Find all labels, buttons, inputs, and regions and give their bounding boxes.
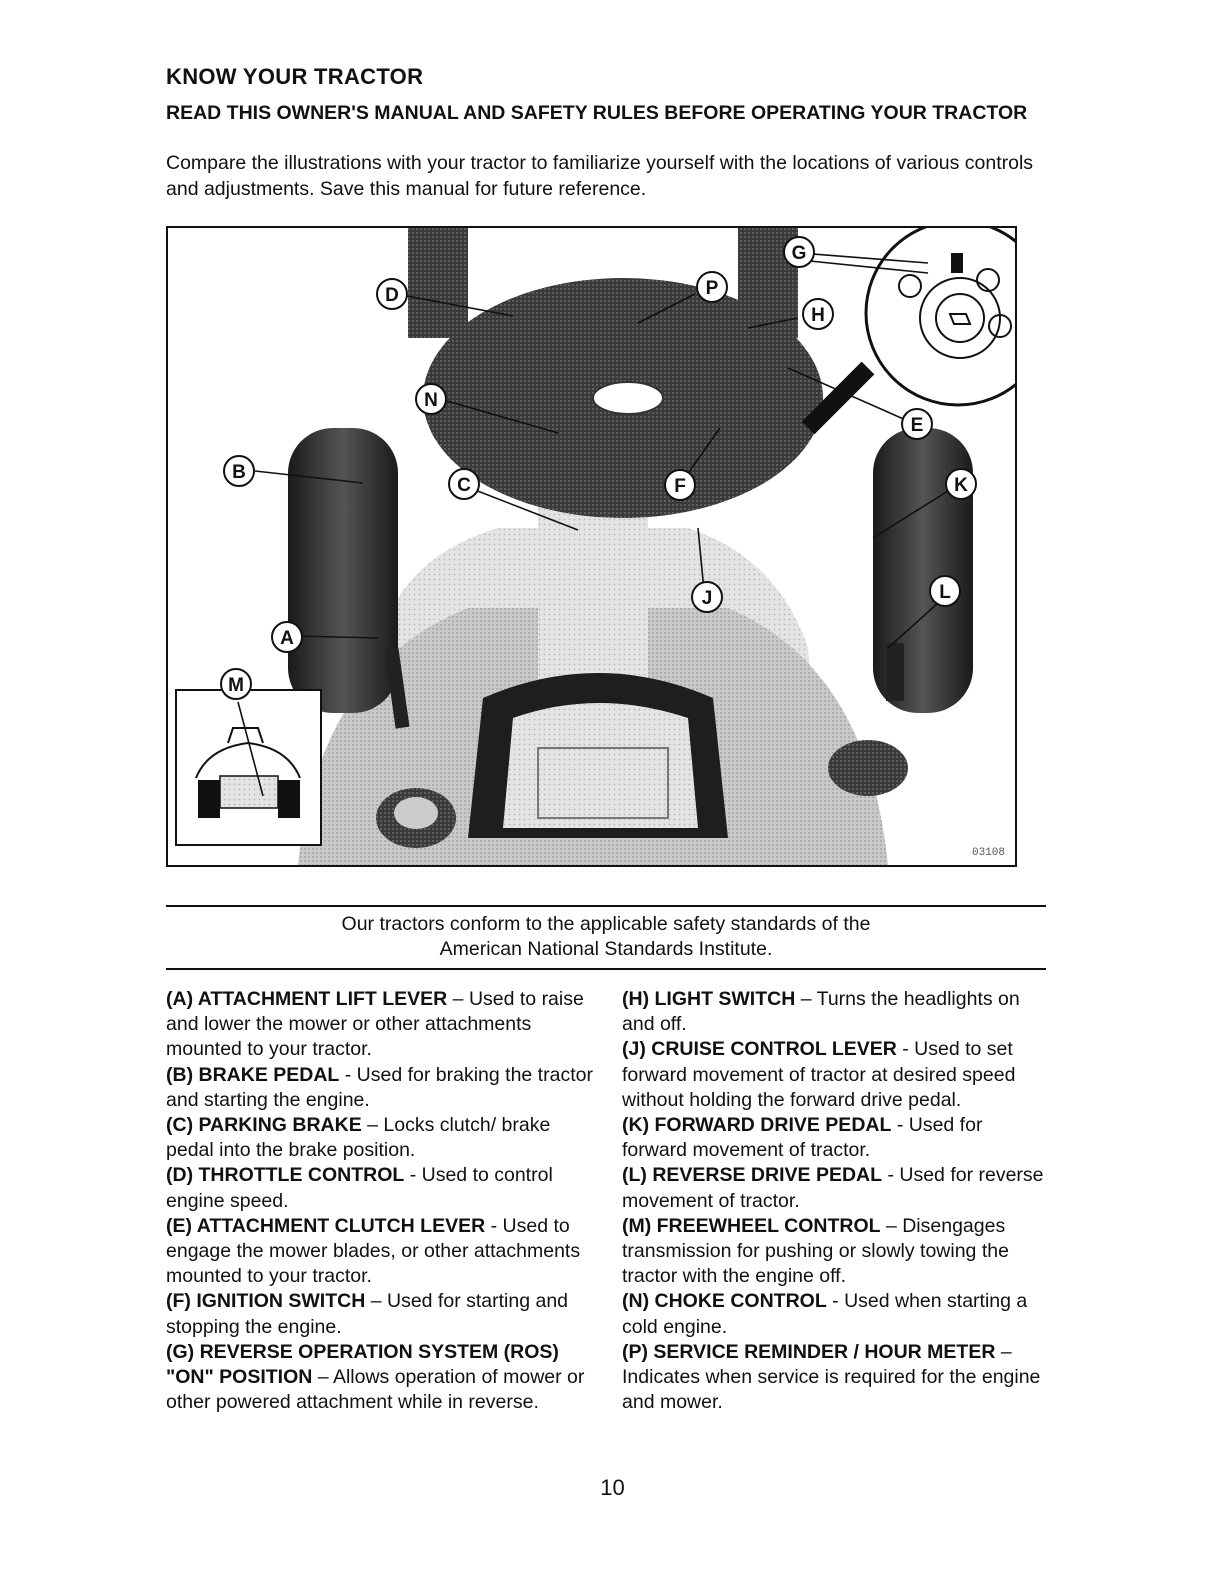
- control-desc: – Locks clutch/ brake pedal into the brake position.: [166, 1114, 551, 1162]
- control-desc: - Used for braking the tractor and starting the engine.: [166, 1063, 593, 1111]
- control-desc: – Allows operation of mower or other powered attachment while in reverse.: [166, 1366, 585, 1414]
- controls-list-left: [166, 987, 596, 1415]
- callout-D: D: [385, 285, 399, 306]
- control-desc: – Used to raise and lower the mower or other attachments mounted to your tractor.: [166, 988, 584, 1061]
- control-item-g: [166, 1340, 596, 1416]
- standards-line-2: American National Standards Institute.: [439, 938, 773, 960]
- callout-M: M: [228, 675, 244, 696]
- control-term: (A) ATTACHMENT LIFT LEVER: [166, 988, 448, 1010]
- callout-L: L: [939, 582, 951, 603]
- control-term: (G) REVERSE OPERATION SYSTEM (ROS) "ON" POSITION: [166, 1340, 559, 1389]
- control-item-c: [166, 1113, 596, 1163]
- controls-list-right: [622, 987, 1052, 1415]
- control-term: (D) THROTTLE CONTROL: [166, 1164, 405, 1187]
- control-item-b: [166, 1063, 596, 1113]
- page-number: 10: [600, 1475, 625, 1500]
- control-item-d: [166, 1163, 596, 1213]
- control-desc: - Used to control engine speed.: [166, 1164, 553, 1212]
- callout-G: G: [791, 243, 807, 264]
- control-item-a: [166, 987, 596, 1063]
- control-desc: - Used when starting a cold engine.: [622, 1290, 1028, 1338]
- callout-A: A: [280, 628, 294, 649]
- control-term: (M) FREEWHEEL CONTROL: [622, 1214, 881, 1237]
- control-item-p: [622, 1340, 1052, 1416]
- safety-subheading: READ THIS OWNER'S MANUAL AND SAFETY RULES BEFORE OPERATING YOUR TRACTOR: [166, 102, 1028, 124]
- control-term: (E) ATTACHMENT CLUTCH LEVER: [166, 1214, 486, 1237]
- divider-bottom: [166, 968, 1046, 970]
- control-desc: - Used to engage the mower blades, or other attachments mounted to your tractor.: [166, 1214, 581, 1288]
- tractor-illustration: [168, 228, 1015, 865]
- control-item-j: [622, 1037, 1052, 1113]
- intro-paragraph: Compare the illustrations with your tractor to familiarize yourself with the locations of various controls and adjustments. Save this manual for future reference.: [166, 152, 1034, 200]
- figure-code: 03108: [971, 847, 1005, 859]
- callout-J: J: [701, 588, 713, 609]
- control-desc: – Indicates when service is required for the engine and mower.: [622, 1340, 1041, 1414]
- control-desc: – Disengages transmission for pushing or slowly towing the tractor with the engine off.: [622, 1214, 1009, 1288]
- control-term: (N) CHOKE CONTROL: [622, 1290, 827, 1313]
- control-term: (K) FORWARD DRIVE PEDAL: [622, 1114, 892, 1137]
- control-item-h: [622, 987, 1052, 1037]
- control-item-e: [166, 1214, 596, 1290]
- control-term: (B) BRAKE PEDAL: [166, 1063, 340, 1086]
- control-item-n: [622, 1289, 1052, 1339]
- control-desc: – Turns the headlights on and off.: [622, 988, 1020, 1036]
- control-desc: - Used for forward movement of tractor.: [622, 1114, 983, 1162]
- tractor-controls-figure: [166, 226, 1017, 867]
- callout-B: B: [232, 462, 246, 483]
- control-desc: - Used to set forward movement of tractor at desired speed without holding the forward drive pedal.: [622, 1038, 1016, 1111]
- callout-H: H: [811, 305, 825, 326]
- control-term: (P) SERVICE REMINDER / HOUR METER: [622, 1340, 996, 1363]
- callout-C: C: [457, 475, 471, 496]
- control-term: (C) PARKING BRAKE: [166, 1114, 362, 1137]
- control-desc: - Used for reverse movement of tractor.: [622, 1164, 1044, 1212]
- standards-line-1: Our tractors conform to the applicable safety standards of the: [341, 913, 871, 935]
- callout-F: F: [674, 476, 686, 497]
- standards-note: [166, 912, 1046, 962]
- control-desc: – Used for starting and stopping the engine.: [166, 1290, 569, 1338]
- callout-P: P: [705, 278, 719, 299]
- control-item-m: [622, 1214, 1052, 1290]
- control-term: (J) CRUISE CONTROL LEVER: [622, 1038, 897, 1061]
- control-term: (F) IGNITION SWITCH: [166, 1290, 366, 1313]
- control-item-f: [166, 1289, 596, 1339]
- control-term: (L) REVERSE DRIVE PEDAL: [622, 1164, 883, 1187]
- callout-N: N: [424, 390, 438, 411]
- callout-E: E: [910, 415, 924, 436]
- control-term: (H) LIGHT SWITCH: [622, 988, 796, 1010]
- control-item-k: [622, 1113, 1052, 1163]
- divider-top: [166, 905, 1046, 907]
- page-title: KNOW YOUR TRACTOR: [166, 64, 424, 89]
- callout-K: K: [954, 475, 968, 496]
- control-item-l: [622, 1163, 1052, 1213]
